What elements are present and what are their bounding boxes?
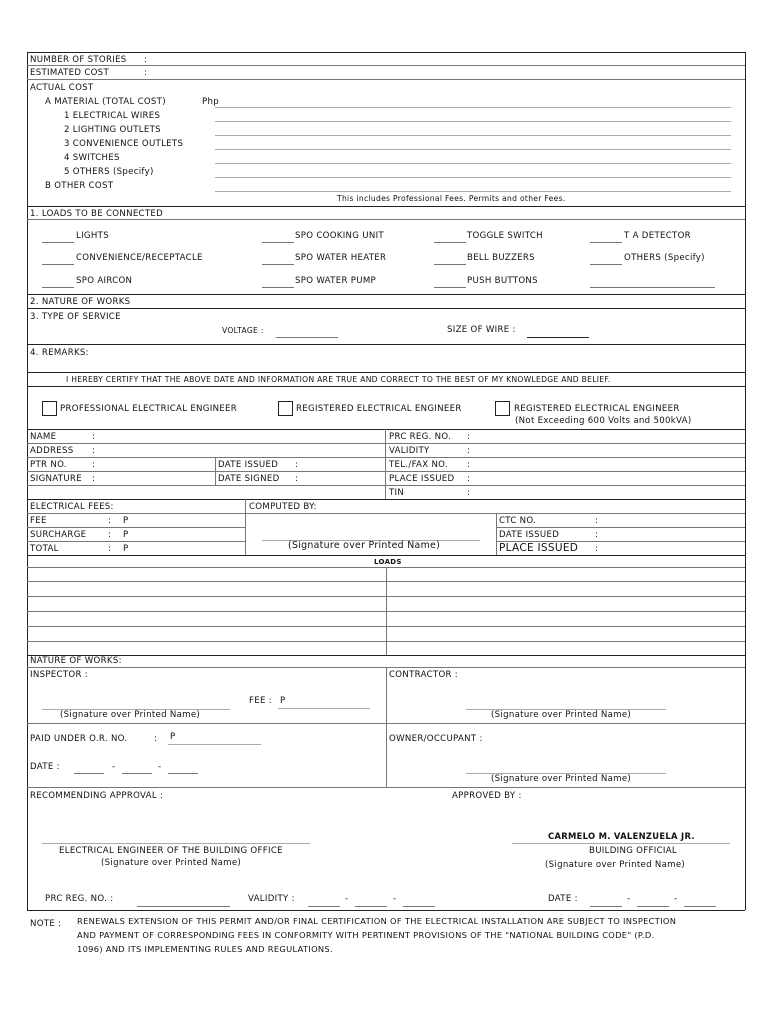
certify-statement: I HEREBY CERTIFY THAT THE ABOVE DATE AND INFORMATION ARE TRUE AND CORRECT TO THE BEST OF MY KNOWLEDGE AND BELIEF.: [66, 375, 611, 384]
approval-date-day-line[interactable]: [637, 906, 669, 907]
load-label: OTHERS (Specify): [624, 253, 705, 263]
material-item-label: 5 OTHERS (Specify): [64, 167, 154, 177]
date-dash: -: [627, 894, 631, 904]
load-blank[interactable]: [42, 264, 74, 265]
voltage-input[interactable]: [276, 337, 338, 338]
convenience-outlets-line[interactable]: [215, 149, 731, 150]
colon: :: [595, 516, 599, 526]
load-label: LIGHTS: [76, 231, 109, 241]
remarks-heading: 4. REMARKS:: [30, 348, 89, 358]
load-label: SPO COOKING UNIT: [295, 231, 384, 241]
paid-under-or-label: PAID UNDER O.R. NO.: [30, 734, 128, 744]
signature-caption: (Signature over Printed Name): [288, 540, 441, 551]
or-number-line[interactable]: [168, 744, 261, 745]
other-cost-label: B OTHER COST: [45, 181, 114, 191]
note-label: NOTE :: [30, 919, 62, 929]
date-dash: -: [393, 894, 397, 904]
signature-caption: (Signature over Printed Name): [491, 774, 632, 784]
date-dash: -: [674, 894, 678, 904]
nature-of-works-label: NATURE OF WORKS:: [30, 656, 122, 666]
lighting-outlets-line[interactable]: [215, 135, 731, 136]
estimated-cost-input[interactable]: [155, 68, 735, 78]
date-dash: -: [112, 762, 116, 772]
registered-ee-checkbox[interactable]: [278, 401, 293, 416]
material-item-label: 4 SWITCHES: [64, 153, 120, 163]
voltage-label: VOLTAGE :: [222, 326, 264, 335]
actual-cost-label: ACTUAL COST: [30, 83, 94, 93]
date-label: DATE :: [30, 762, 60, 772]
load-blank[interactable]: [434, 242, 466, 243]
load-blank[interactable]: [434, 287, 466, 288]
load-label: BELL BUZZERS: [467, 253, 535, 263]
recommending-signature-line[interactable]: [42, 843, 310, 844]
registered-ee-label: REGISTERED ELECTRICAL ENGINEER: [296, 404, 462, 414]
colon: :: [144, 68, 148, 78]
date-signed-label: DATE SIGNED: [218, 474, 280, 484]
owner-occupant-label: OWNER/OCCUPANT :: [389, 734, 483, 744]
surcharge-label: SURCHARGE: [30, 530, 87, 540]
place-issued-label: PLACE ISSUED: [389, 474, 455, 484]
loads-heading: 1. LOADS TO BE CONNECTED: [30, 209, 164, 219]
colon: :: [467, 474, 471, 484]
load-label: T A DETECTOR: [624, 231, 691, 241]
prc-reg-no-label: PRC REG. NO.: [389, 432, 452, 442]
load-blank[interactable]: [590, 242, 622, 243]
date-dash: -: [158, 762, 162, 772]
colon: :: [144, 55, 148, 65]
validity-day-line[interactable]: [355, 906, 387, 907]
number-of-stories-input[interactable]: [155, 55, 735, 65]
switches-line[interactable]: [215, 163, 731, 164]
php-label: Php: [202, 97, 219, 107]
load-label: PUSH BUTTONS: [467, 276, 538, 286]
number-of-stories-label: NUMBER OF STORIES: [30, 55, 127, 65]
fee-label: FEE :: [249, 696, 272, 706]
other-cost-line[interactable]: [215, 191, 731, 192]
type-of-service-heading: 3. TYPE OF SERVICE: [30, 312, 121, 322]
colon: :: [467, 446, 471, 456]
registered-ee-limited-checkbox[interactable]: [495, 401, 510, 416]
material-total-line[interactable]: [215, 107, 731, 108]
load-blank[interactable]: [42, 287, 74, 288]
colon: :: [92, 460, 96, 470]
building-official-title: BUILDING OFFICIAL: [589, 846, 677, 856]
signature-caption: (Signature over Printed Name): [491, 710, 632, 720]
signature-caption: (Signature over Printed Name): [101, 858, 242, 868]
material-total-cost-label: A MATERIAL (TOTAL COST): [45, 97, 166, 107]
load-blank[interactable]: [42, 242, 74, 243]
colon: :: [467, 460, 471, 470]
peso-sign: P: [123, 544, 129, 554]
building-official-name: CARMELO M. VALENZUELA JR.: [548, 831, 695, 841]
contractor-label: CONTRACTOR :: [389, 670, 459, 680]
date-label: DATE :: [548, 894, 578, 904]
inspector-label: INSPECTOR :: [30, 670, 88, 680]
electrical-fees-heading: ELECTRICAL FEES:: [30, 502, 114, 512]
material-item-label: 3 CONVENIENCE OUTLETS: [64, 139, 184, 149]
colon: :: [92, 432, 96, 442]
peso-sign: P: [123, 516, 129, 526]
load-label: SPO WATER PUMP: [295, 276, 377, 286]
peso-sign: P: [170, 732, 176, 742]
approved-by-label: APPROVED BY :: [452, 791, 522, 801]
signature-caption: (Signature over Printed Name): [60, 710, 201, 720]
includes-note: This includes Professional Fees. Permits and other Fees.: [337, 194, 566, 203]
fee-label: FEE: [30, 516, 47, 526]
registered-ee-limited-label: REGISTERED ELECTRICAL ENGINEER: [514, 404, 680, 414]
validity-month-line[interactable]: [308, 906, 340, 907]
tel-fax-label: TEL./FAX NO.: [389, 460, 448, 470]
validity-label: VALIDITY: [389, 446, 430, 456]
load-label: SPO AIRCON: [76, 276, 133, 286]
colon: :: [595, 544, 599, 554]
size-of-wire-input[interactable]: [527, 337, 589, 338]
approval-date-month-line[interactable]: [590, 906, 622, 907]
date-dash: -: [345, 894, 349, 904]
electrical-wires-line[interactable]: [215, 121, 731, 122]
signature-caption: (Signature over Printed Name): [545, 860, 686, 870]
loads-table-title: LOADS: [374, 558, 402, 566]
validity-label: VALIDITY :: [248, 894, 295, 904]
recommending-approval-label: RECOMMENDING APPROVAL :: [30, 791, 164, 801]
professional-ee-label: PROFESSIONAL ELECTRICAL ENGINEER: [60, 404, 238, 414]
colon: :: [108, 516, 112, 526]
note-text-line: 1096) AND ITS IMPLEMENTING RULES AND REGULATIONS.: [77, 944, 333, 954]
colon: :: [92, 446, 96, 456]
name-label: NAME: [30, 432, 57, 442]
prc-reg-no-line[interactable]: [137, 906, 230, 907]
signature-label: SIGNATURE: [30, 474, 82, 484]
load-label: CONVENIENCE/RECEPTACLE: [76, 253, 203, 263]
place-issued-label: PLACE ISSUED: [499, 542, 579, 554]
colon: :: [467, 488, 471, 498]
ctc-no-label: CTC NO.: [499, 516, 537, 526]
date-month-line[interactable]: [74, 773, 104, 774]
colon: :: [467, 432, 471, 442]
load-label: TOGGLE SWITCH: [467, 231, 543, 241]
inspection-fee-line[interactable]: [278, 708, 370, 709]
colon: :: [295, 460, 299, 470]
date-issued-label: DATE ISSUED: [218, 460, 279, 470]
material-item-label: 2 LIGHTING OUTLETS: [64, 125, 161, 135]
date-issued-label: DATE ISSUED: [499, 530, 560, 540]
colon: :: [595, 530, 599, 540]
computed-by-label: COMPUTED BY:: [249, 502, 317, 512]
colon: :: [108, 544, 112, 554]
address-label: ADDRESS: [30, 446, 74, 456]
ptr-no-label: PTR NO.: [30, 460, 67, 470]
validity-year-line[interactable]: [403, 906, 435, 907]
date-day-line[interactable]: [122, 773, 152, 774]
prc-reg-no-label: PRC REG. NO. :: [45, 894, 114, 904]
colon: :: [92, 474, 96, 484]
load-other-blank[interactable]: [590, 287, 715, 288]
load-blank[interactable]: [262, 242, 294, 243]
size-of-wire-label: SIZE OF WIRE :: [447, 325, 516, 335]
colon: :: [154, 734, 158, 744]
date-year-line[interactable]: [168, 773, 198, 774]
colon: :: [108, 530, 112, 540]
others-line[interactable]: [215, 177, 731, 178]
nature-of-works-heading: 2. NATURE OF WORKS: [30, 297, 131, 307]
material-item-label: 1 ELECTRICAL WIRES: [64, 111, 161, 121]
load-blank[interactable]: [262, 287, 294, 288]
load-blank[interactable]: [434, 264, 466, 265]
load-label: SPO WATER HEATER: [295, 253, 387, 263]
approval-date-year-line[interactable]: [684, 906, 716, 907]
load-blank[interactable]: [262, 264, 294, 265]
total-label: TOTAL: [30, 544, 59, 554]
load-blank[interactable]: [590, 264, 622, 265]
professional-ee-checkbox[interactable]: [42, 401, 57, 416]
peso-sign: P: [123, 530, 129, 540]
ee-building-office-label: ELECTRICAL ENGINEER OF THE BUILDING OFFICE: [59, 846, 283, 856]
approved-signature-line[interactable]: [512, 843, 730, 844]
note-text-line: AND PAYMENT OF CORRESPONDING FEES IN CONFORMITY WITH PERTINENT PROVISIONS OF THE "NATIONAL BUILDING CODE" (P.D.: [77, 930, 655, 940]
note-text-line: RENEWALS EXTENSION OF THIS PERMIT AND/OR FINAL CERTIFICATION OF THE ELECTRICAL INSTALLATION ARE SUBJECT TO INSPECTION: [77, 916, 677, 926]
peso-sign: P: [280, 696, 286, 706]
registered-ee-limited-note: (Not Exceeding 600 Volts and 500kVA): [515, 416, 692, 426]
colon: :: [295, 474, 299, 484]
estimated-cost-label: ESTIMATED COST: [30, 68, 109, 78]
tin-label: TIN: [389, 488, 405, 498]
